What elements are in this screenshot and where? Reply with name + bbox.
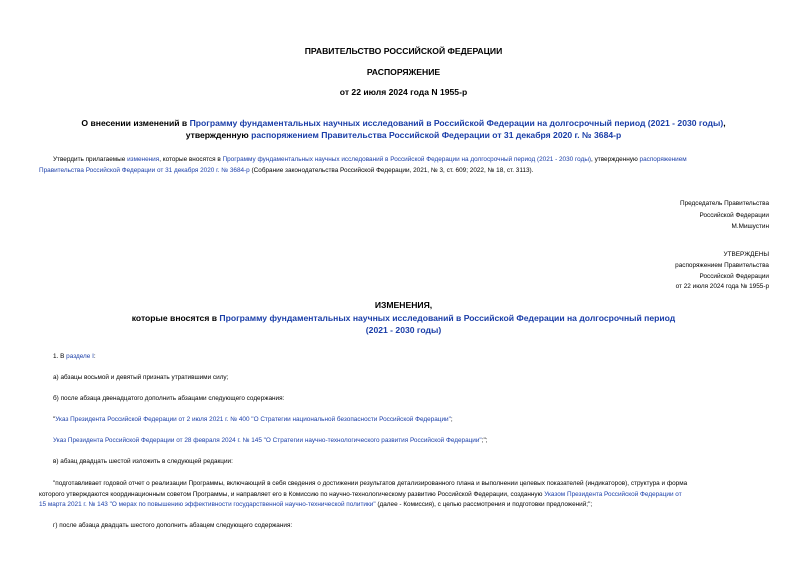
quote-1 <box>53 416 453 423</box>
changes-prefix: которые вносятся в <box>131 312 220 323</box>
long-paragraph <box>39 479 769 511</box>
decree-143-link-b[interactable]: 15 марта 2021 г. № 143 "О мерах по повышению эффективности государственной научно-технической политики" <box>39 501 376 509</box>
changes-title: ИЗМЕНЕНИЯ, <box>374 300 433 310</box>
program-link[interactable]: Программу фундаментальных научных исследований в Российской Федерации на долгосрочный период (2021 - 2030 годы) <box>189 118 724 128</box>
document-date-number: от 22 июля 2024 года N 1955-р <box>339 87 468 97</box>
item-1 <box>53 353 96 360</box>
signature-line-2: Российской Федерации <box>699 211 769 219</box>
quote-1-end: ; <box>450 416 453 423</box>
changes-link[interactable]: изменения <box>127 156 160 163</box>
document-title <box>0 117 807 141</box>
changes-subtitle-line-1 <box>0 312 807 325</box>
intro-order-link-a[interactable]: распоряжением <box>639 156 687 163</box>
intro-text-2: , которые вносятся в <box>159 156 223 163</box>
section-1-link[interactable]: разделе I <box>66 353 94 360</box>
item-g: г) после абзаца двадцать шестого дополнить абзацем следующего содержания: <box>53 522 293 529</box>
quote-2 <box>53 437 488 444</box>
intro-order-link-b[interactable]: Правительства Российской Федерации от 31 декабря 2020 г. № 3684-р <box>39 166 250 174</box>
document-type: РАСПОРЯЖЕНИЕ <box>366 67 441 77</box>
approval-line-1: УТВЕРЖДЕНЫ <box>723 251 769 258</box>
long-line-3-text: (далее - Комиссия), с целью рассмотрения и подготовки предложений;"; <box>375 501 593 509</box>
item-1-end: : <box>93 353 96 360</box>
quote-1-open: " <box>53 416 56 423</box>
government-name: ПРАВИТЕЛЬСТВО РОССИЙСКОЙ ФЕДЕРАЦИИ <box>304 46 503 56</box>
approval-line-4: от 22 июля 2024 года № 1955-р <box>675 283 769 291</box>
approval-block <box>675 250 769 293</box>
signature-line-1: Председатель Правительства <box>680 200 769 207</box>
intro-program-link[interactable]: Программу фундаментальных научных исследований в Российской Федерации на долгосрочный период (2021 - 2030 годы) <box>222 156 592 163</box>
approval-line-3: Российской Федерации <box>699 272 769 280</box>
signature-block <box>680 198 769 233</box>
item-b: б) после абзаца двенадцатого дополнить абзацами следующего содержания: <box>53 395 285 402</box>
title-prefix: О внесении изменений в <box>81 118 190 128</box>
quote-2-end: ;"; <box>481 437 488 444</box>
decree-145-link[interactable]: Указ Президента Российской Федерации от 28 февраля 2024 г. № 145 "О Стратегии научно-технологического развития Российской Федерации" <box>53 437 482 444</box>
item-v: в) абзац двадцать шестой изложить в следующей редакции: <box>53 458 233 465</box>
decree-400-link[interactable]: Указ Президента Российской Федерации от 2 июля 2021 г. № 400 "О Стратегии национальной безопасности Российской Федерации" <box>55 416 451 423</box>
intro-text-3: , утвержденную <box>591 156 640 163</box>
decree-143-link-a[interactable]: Указом Президента Российской Федерации от <box>544 490 682 498</box>
changes-heading <box>0 299 807 337</box>
item-a: а) абзацы восьмой и девятый признать утратившими силу; <box>53 374 229 381</box>
title-comma: , <box>723 118 726 128</box>
title-approved: утвержденную <box>185 130 252 140</box>
item-1-text: 1. В <box>53 353 67 360</box>
changes-program-link[interactable]: Программу фундаментальных научных исследований в Российской Федерации на долгосрочный период <box>219 312 676 323</box>
long-line-2-text: которого утверждаются координационным советом Программы, и направляет его в Комиссию по научно-технологическому развитию Российской Федерации, созданную <box>39 490 545 498</box>
intro-text-4: (Собрание законодательства Российской Федерации, 2021, № 3, ст. 609; 2022, № 18, ст. 3113). <box>249 166 534 174</box>
order-link[interactable]: распоряжением Правительства Российской Федерации от 31 декабря 2020 г. № 3684-р <box>251 130 622 140</box>
approval-line-2: распоряжением Правительства <box>675 261 769 269</box>
signature-line-3: М.Мишустин <box>731 223 769 230</box>
intro-text-1: Утвердить прилагаемые <box>53 156 128 163</box>
long-line-1: "подготавливает годовой отчет о реализации Программы, включающий в себя сведения о достижении результатов детализированного плана и выполнении целевых показателей (индикаторов), структура и форма <box>53 480 688 487</box>
intro-paragraph <box>39 155 769 176</box>
changes-program-link-years[interactable]: (2021 - 2030 годы) <box>365 325 442 335</box>
